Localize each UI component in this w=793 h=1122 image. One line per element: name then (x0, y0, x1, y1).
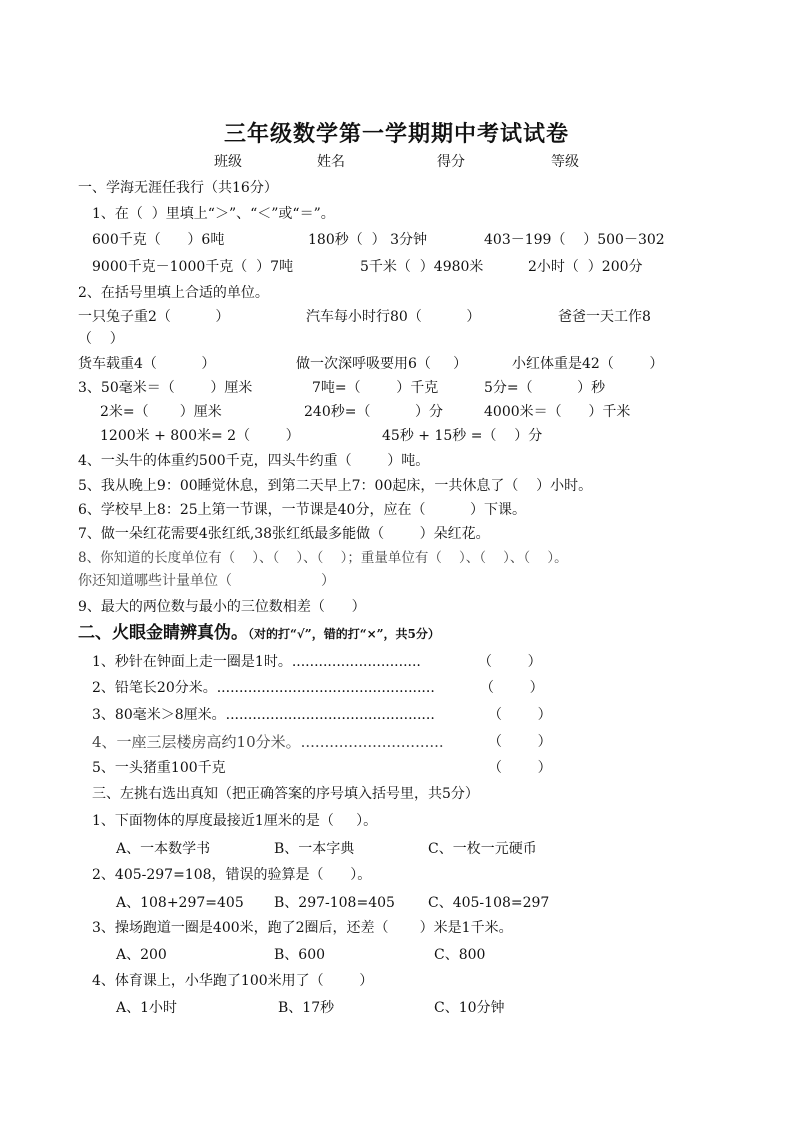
mc-q3-option-c: C、800 (434, 947, 486, 963)
tf-blank-4: （ ） (488, 734, 552, 750)
q3-row1-a: 3、50毫米＝（ ）厘米 (78, 380, 253, 396)
mc-q1-option-a: A、一本数学书 (116, 841, 211, 857)
tf-item-3: 3、80毫米＞8厘米。............................................... (92, 707, 435, 723)
q3-row3-a: 1200米 + 800米= 2（ ） (100, 428, 300, 444)
q2-row2-c: 小红体重是42（ ） (512, 356, 664, 372)
page-title: 三年级数学第一学期期中考试试卷 (223, 121, 569, 147)
section1-heading: 一、学海无涯任我行（共16分） (78, 180, 278, 196)
mc-q4-option-b: B、17秒 (278, 1000, 335, 1016)
q1-prompt: 1、在（ ）里填上“＞”、“＜”或“＝”。 (92, 206, 335, 222)
mc-q2-prompt: 2、405-297=108，错误的验算是（ ）。 (92, 867, 372, 883)
q2-prompt: 2、在括号里填上合适的单位。 (78, 285, 269, 301)
name-label: 姓名 (317, 154, 345, 170)
q1-row1-b: 180秒（ ） 3分钟 (308, 232, 427, 248)
q1-row1-a: 600千克（ ）6吨 (92, 232, 225, 248)
q8-cont: 你还知道哪些计量单位（ ） (78, 573, 336, 589)
score-label: 得分 (437, 154, 465, 170)
q4: 4、一头牛的体重约500千克，四头牛约重（ ）吨。 (78, 453, 430, 469)
mc-q2-option-b: B、297-108=405 (274, 895, 395, 911)
mc-q4-option-a: A、1小时 (116, 1000, 178, 1016)
q3-row1-b: 7吨=（ ）千克 (312, 380, 439, 396)
class-label: 班级 (214, 154, 242, 170)
q3-row3-b: 45秒 + 15秒 =（ ）分 (382, 428, 543, 444)
mc-q2-option-a: A、108+297=405 (116, 895, 244, 911)
q2-row1-c: 爸爸一天工作8 (558, 309, 651, 325)
q8: 8、你知道的长度单位有（ ）、（ ）、（ ）；重量单位有（ ）、（ ）、（ ）。 (78, 550, 568, 566)
q5: 5、我从晚上9：00睡觉休息，到第二天早上7：00起床，一共休息了（ ）小时。 (78, 478, 593, 494)
tf-item-4: 4、一座三层楼房高约10分米。.............................. (92, 733, 444, 751)
q3-row2-a: 2米=（ ）厘米 (100, 404, 222, 420)
section2-heading: 二、火眼金睛辨真伪。 (78, 623, 248, 643)
tf-blank-5: （ ） (488, 760, 552, 776)
mc-q3-option-a: A、200 (116, 947, 167, 963)
mc-q4-prompt: 4、体育课上，小华跑了100米用了（ ） (92, 973, 374, 989)
q9: 9、最大的两位数与最小的三位数相差（ ） (78, 599, 366, 615)
mc-q1-prompt: 1、下面物体的厚度最接近1厘米的是（ ）。 (92, 813, 378, 829)
q1-row2-c: 2小时（ ）200分 (528, 259, 643, 275)
q6: 6、学校早上8：25上第一节课，一节课是40分，应在（ ）下课。 (78, 502, 526, 518)
section2-note: （对的打“√”，错的打“×”，共5分） (248, 627, 440, 641)
section3-heading: 三、左挑右选出真知（把正确答案的序号填入括号里，共5分） (92, 786, 479, 802)
q1-row2-b: 5千米（ ）4980米 (360, 259, 484, 275)
q2-row1-a: 一只兔子重2（ ） (78, 309, 230, 325)
section2-heading-row (78, 624, 440, 643)
tf-item-2: 2、铅笔长20分米。................................................. (92, 680, 435, 696)
q1-row2-a: 9000千克－1000千克（ ）7吨 (92, 259, 294, 275)
tf-blank-2: （ ） (480, 680, 544, 696)
q3-row2-c: 4000米＝（ ）千米 (484, 404, 631, 420)
q2-row2-a: 货车载重4（ ） (78, 356, 216, 372)
tf-blank-1: （ ） (478, 654, 542, 670)
mc-q3-prompt: 3、操场跑道一圈是400米，跑了2圈后，还差（ ）米是1千米。 (92, 920, 513, 936)
q3-row1-c: 5分=（ ）秒 (484, 380, 606, 396)
mc-q2-option-c: C、405-108=297 (428, 895, 550, 911)
tf-blank-3: （ ） (488, 707, 552, 723)
tf-item-1: 1、秒针在钟面上走一圈是1时。............................. (92, 654, 421, 670)
q7: 7、做一朵红花需要4张红纸,38张红纸最多能做（ ）朵红花。 (78, 526, 490, 542)
q2-row1-cont: （ ） (78, 331, 124, 347)
q3-row2-b: 240秒=（ ）分 (304, 404, 443, 420)
tf-item-5: 5、一头猪重100千克 (92, 760, 226, 776)
q2-row2-b: 做一次深呼吸要用6（ ） (296, 356, 468, 372)
q1-row1-c: 403－199（ ）500－302 (484, 232, 665, 248)
mc-q3-option-b: B、600 (274, 947, 326, 963)
mc-q1-option-c: C、一枚一元硬币 (428, 841, 537, 857)
mc-q1-option-b: B、一本字典 (274, 841, 355, 857)
q2-row1-b: 汽车每小时行80（ ） (306, 309, 481, 325)
grade-label: 等级 (551, 154, 579, 170)
mc-q4-option-c: C、10分钟 (434, 1000, 505, 1016)
